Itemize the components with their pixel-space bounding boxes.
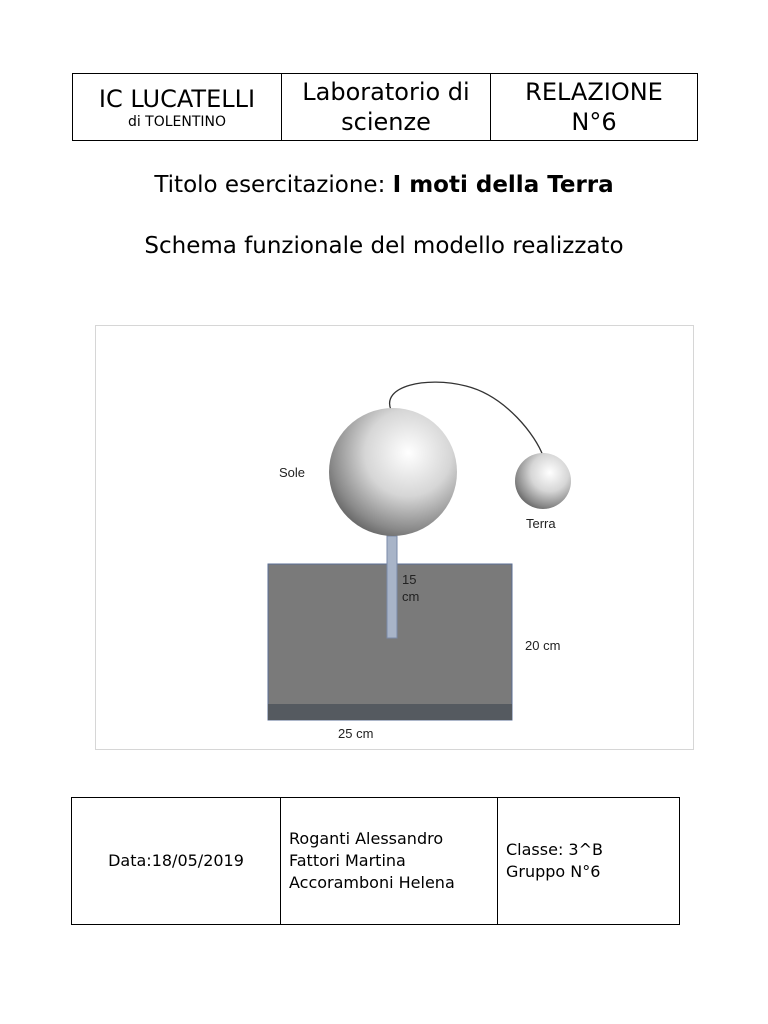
member-2: Fattori Martina (289, 851, 406, 870)
school-name: IC LUCATELLI (98, 85, 256, 113)
rod-length-value: 15 (402, 572, 417, 587)
model-diagram (95, 325, 694, 750)
rod-length-unit: cm (402, 589, 420, 604)
report-line2: N°6 (571, 108, 617, 136)
lab-cell (282, 74, 491, 141)
school-city: di TOLENTINO (127, 114, 227, 130)
sun-sphere (329, 408, 457, 536)
group-text: Gruppo N°6 (506, 862, 601, 881)
class-text: Classe: 3^B (506, 840, 603, 859)
exercise-title (0, 172, 768, 198)
report-cell (491, 74, 698, 141)
earth-sphere (515, 453, 571, 509)
earth-label: Terra (526, 516, 556, 531)
subtitle: Schema funzionale del modello realizzato (144, 233, 624, 259)
sun-label: Sole (279, 465, 306, 480)
class-cell (498, 798, 680, 925)
model-diagram-svg (96, 326, 693, 749)
exercise-title-bold: I moti della Terra (392, 172, 614, 198)
lab-line1: Laboratorio di (302, 78, 470, 106)
base-bottom-strip (268, 704, 512, 720)
height-label: 20 cm (525, 638, 561, 653)
member-1: Roganti Alessandro (289, 829, 444, 848)
report-line1: RELAZIONE (525, 78, 663, 106)
width-label: 25 cm (338, 726, 374, 741)
footer-table (71, 797, 680, 925)
members-cell (281, 798, 498, 925)
header-table (72, 73, 698, 141)
member-3: Accoramboni Helena (289, 873, 455, 892)
date-cell (72, 798, 281, 925)
lab-line2: scienze (341, 108, 431, 136)
support-rod (387, 536, 397, 638)
date-text: Data:18/05/2019 (108, 851, 244, 870)
exercise-title-prefix: Titolo esercitazione: (154, 172, 393, 198)
school-cell (73, 74, 282, 141)
